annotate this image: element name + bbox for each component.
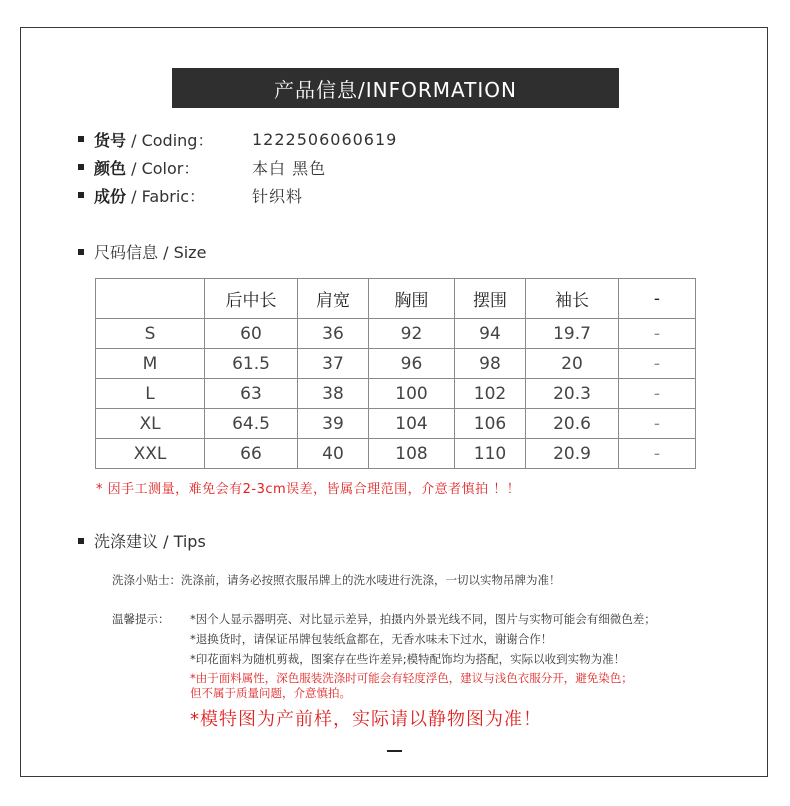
table-cell: 20.3 [526, 379, 619, 409]
table-cell: - [619, 409, 696, 439]
size-section-heading [78, 240, 206, 263]
header-cell: 胸围 [369, 279, 455, 319]
fabric-label-en: / Fabric： [126, 186, 206, 206]
table-cell: 92 [369, 319, 455, 349]
table-cell: 63 [205, 379, 298, 409]
bullet-icon [78, 538, 84, 544]
table-cell: 104 [369, 409, 455, 439]
size-cell: M [96, 349, 205, 379]
bullet-icon [78, 192, 84, 198]
color-label-en: / Color： [126, 158, 200, 178]
table-cell: 37 [298, 349, 369, 379]
table-cell: 108 [369, 439, 455, 469]
table-row [96, 349, 696, 379]
size-cell: XL [96, 409, 205, 439]
size-cell: L [96, 379, 205, 409]
coding-label-en: / Coding： [126, 130, 214, 150]
size-cell: XXL [96, 439, 205, 469]
measurement-warning: * 因手工测量，难免会有2-3cm误差，皆属合理范围，介意者慎拍 ！！ [96, 482, 521, 497]
table-cell: 66 [205, 439, 298, 469]
table-cell: 38 [298, 379, 369, 409]
table-cell: 94 [455, 319, 526, 349]
table-cell: 40 [298, 439, 369, 469]
coding-value: 1222506060619 [252, 129, 398, 149]
bullet-icon [78, 136, 84, 142]
bullet-icon [78, 249, 84, 255]
header-cell: 袖长 [526, 279, 619, 319]
table-cell: 100 [369, 379, 455, 409]
table-cell: 102 [455, 379, 526, 409]
fabric-row [78, 184, 303, 206]
table-cell: 110 [455, 439, 526, 469]
warm-note: *因个人显示器明亮、对比显示差异，拍摄内外景光线不同，图片与实物可能会有细微色差； [190, 612, 656, 626]
warm-label: 温馨提示： [112, 612, 170, 626]
header-cell: 摆围 [455, 279, 526, 319]
table-cell: 20 [526, 349, 619, 379]
color-value: 本白 黑色 [252, 158, 327, 178]
table-row [96, 319, 696, 349]
size-cell: S [96, 319, 205, 349]
color-label-cn: 颜色 [94, 158, 127, 178]
fabric-value: 针织料 [252, 186, 304, 206]
table-cell: 39 [298, 409, 369, 439]
table-cell: 96 [369, 349, 455, 379]
table-cell: 36 [298, 319, 369, 349]
warm-note: *退换货时，请保证吊牌包装纸盒都在，无香水味未下过水，谢谢合作！ [190, 632, 553, 646]
color-row [78, 156, 326, 178]
table-cell: - [619, 349, 696, 379]
table-cell: 20.6 [526, 409, 619, 439]
warm-note-red: *由于面料属性，深色服装洗涤时可能会有轻度浮色，建议与浅色衣服分开，避免染色； [190, 671, 633, 685]
header-cell: - [619, 279, 696, 319]
table-cell: 61.5 [205, 349, 298, 379]
header-cell [96, 279, 205, 319]
table-cell: 60 [205, 319, 298, 349]
model-note: *模特图为产前样，实际请以静物图为准！ [190, 709, 542, 730]
bottom-divider [387, 750, 402, 752]
header-cell: 肩宽 [298, 279, 369, 319]
wash-tip: 洗涤小贴士：洗涤前，请务必按照衣服吊牌上的洗水唛进行洗涤，一切以实物吊牌为准！ [112, 573, 561, 587]
fabric-label-cn: 成份 [94, 186, 127, 206]
table-row [96, 409, 696, 439]
tips-heading-text: 洗涤建议 / Tips [94, 532, 206, 551]
bullet-icon [78, 164, 84, 170]
table-cell: - [619, 439, 696, 469]
warm-note: *印花面料为随机剪裁，图案存在些许差异;模特配饰均为搭配，实际以收到实物为准！ [190, 652, 626, 666]
size-heading-text: 尺码信息 / Size [94, 243, 207, 262]
tips-section-heading [78, 529, 206, 552]
table-cell: - [619, 319, 696, 349]
table-cell: - [619, 379, 696, 409]
table-cell: 98 [455, 349, 526, 379]
table-cell: 106 [455, 409, 526, 439]
table-row [96, 439, 696, 469]
table-row [96, 379, 696, 409]
coding-label-cn: 货号 [94, 130, 127, 150]
coding-row [78, 128, 397, 150]
header-cell: 后中长 [205, 279, 298, 319]
size-table-header [96, 279, 696, 319]
table-cell: 20.9 [526, 439, 619, 469]
table-cell: 64.5 [205, 409, 298, 439]
size-table [95, 278, 696, 469]
table-cell: 19.7 [526, 319, 619, 349]
info-banner: 产品信息/INFORMATION [172, 68, 619, 108]
warm-note-red: 但不属于质量问题，介意慎拍。 [190, 686, 351, 700]
